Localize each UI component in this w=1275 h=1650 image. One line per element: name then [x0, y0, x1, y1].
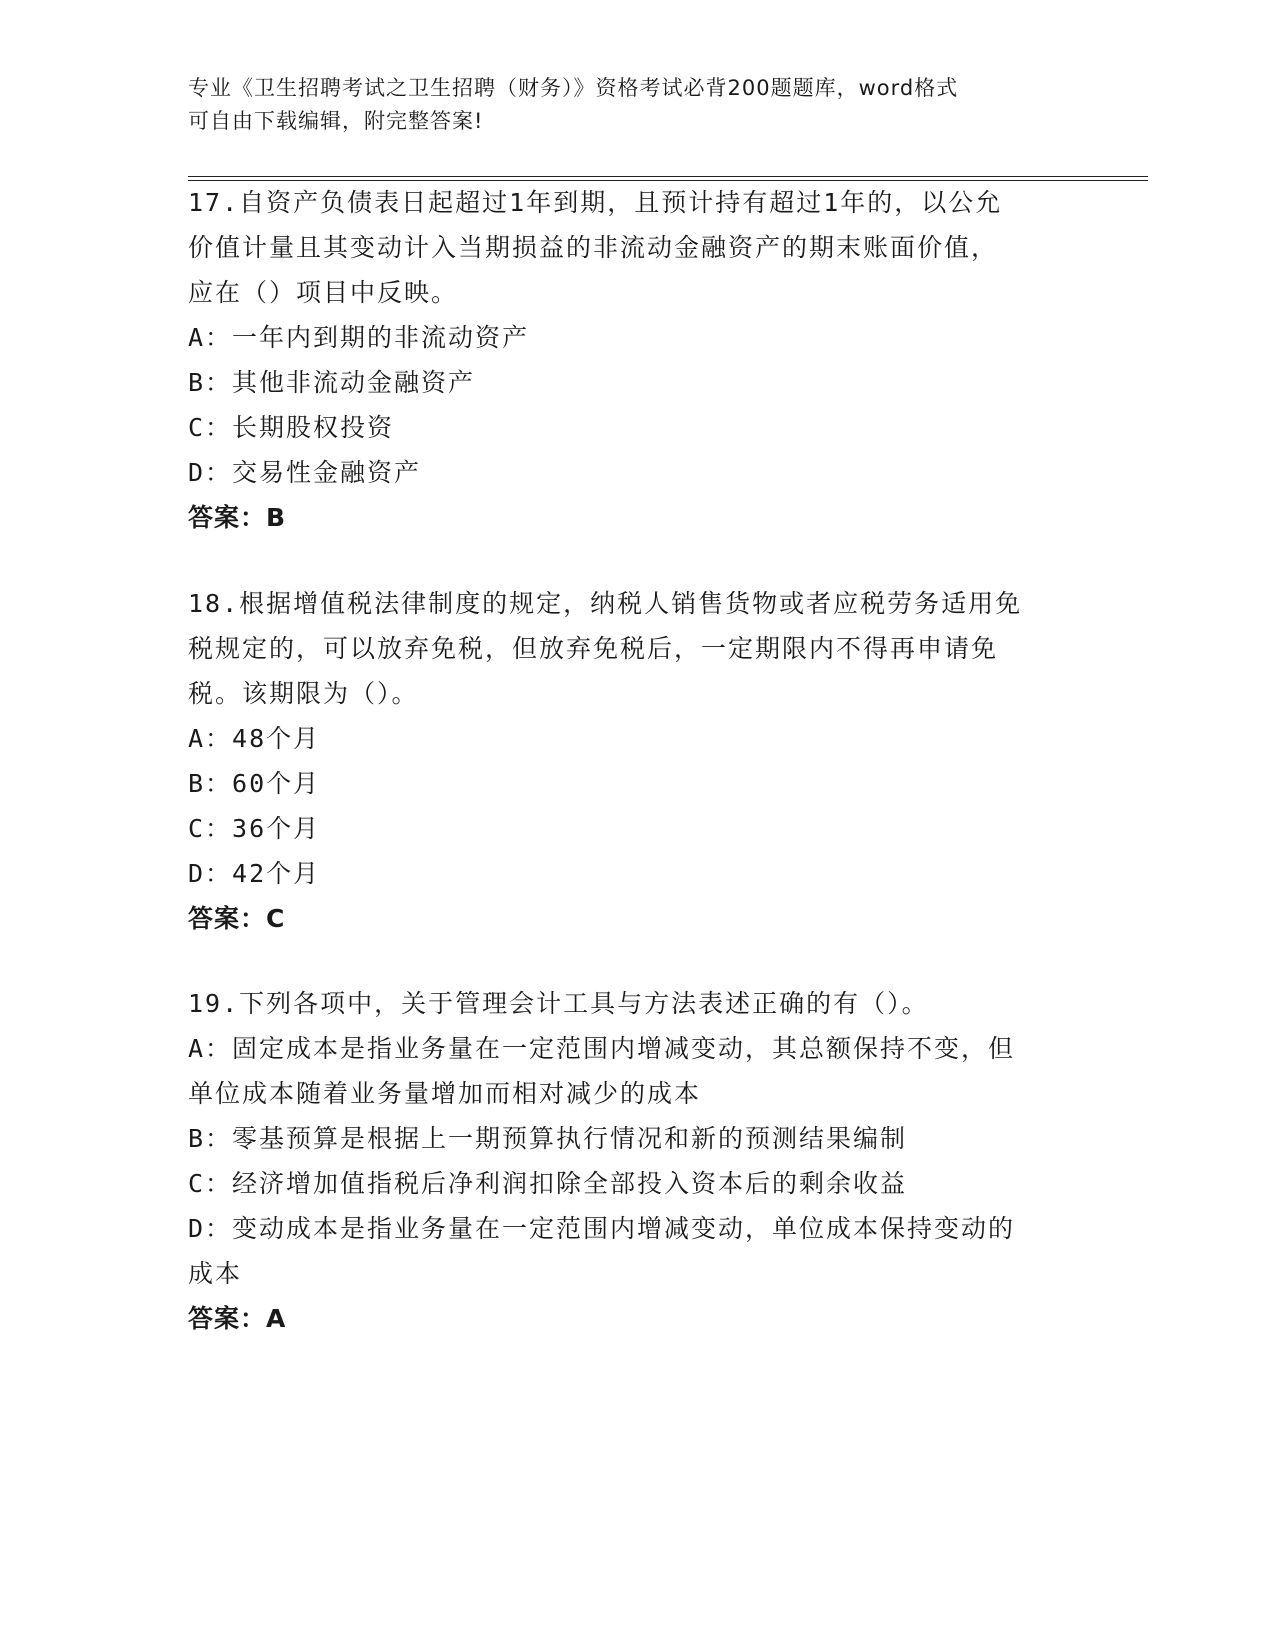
- option-d-continued: 成本: [188, 1259, 243, 1288]
- question-text-line: 17.自资产负债表日起超过1年到期，且预计持有超过1年的，以公允: [188, 188, 1003, 217]
- option-c: C：经济增加值指税后净利润扣除全部投入资本后的剩余收益: [188, 1169, 908, 1198]
- option-b: B：其他非流动金融资产: [188, 368, 476, 397]
- option-a: A：固定成本是指业务量在一定范围内增减变动，其总额保持不变，但: [188, 1034, 1016, 1063]
- question-text-line: 18.根据增值税法律制度的规定，纳税人销售货物或者应税劳务适用免: [188, 589, 1023, 618]
- answer: 答案：A: [188, 1304, 287, 1333]
- question-text-line: 应在（）项目中反映。: [188, 278, 459, 307]
- header-line-1: 专业《卫生招聘考试之卫生招聘（财务）》资格考试必背200题题库，word格式: [188, 76, 959, 100]
- answer: 答案：C: [188, 904, 286, 933]
- question-text-line: 税规定的，可以放弃免税，但放弃免税后，一定期限内不得再申请免: [188, 634, 999, 663]
- option-a: A：一年内到期的非流动资产: [188, 323, 530, 352]
- option-b: B：零基预算是根据上一期预算执行情况和新的预测结果编制: [188, 1124, 908, 1153]
- option-a-continued: 单位成本随着业务量增加而相对减少的成本: [188, 1079, 702, 1108]
- option-c: C：36个月: [188, 814, 321, 843]
- header-line-2: 可自由下载编辑，附完整答案!: [188, 109, 484, 133]
- option-c: C：长期股权投资: [188, 413, 395, 442]
- option-d: D：交易性金融资产: [188, 458, 422, 487]
- option-d: D：变动成本是指业务量在一定范围内增减变动，单位成本保持变动的: [188, 1214, 1016, 1243]
- option-b: B：60个月: [188, 769, 321, 798]
- question-17: [188, 180, 1078, 540]
- question-text-line: 价值计量且其变动计入当期损益的非流动金融资产的期末账面价值，: [188, 233, 999, 262]
- question-18: [188, 581, 1078, 941]
- option-d: D：42个月: [188, 859, 321, 888]
- question-19: [188, 981, 1078, 1341]
- document-header: [188, 72, 1088, 138]
- option-a: A：48个月: [188, 724, 321, 753]
- question-text-line: 19.下列各项中，关于管理会计工具与方法表述正确的有（）。: [188, 989, 929, 1018]
- answer: 答案：B: [188, 503, 287, 532]
- question-text-line: 税。该期限为（）。: [188, 679, 419, 708]
